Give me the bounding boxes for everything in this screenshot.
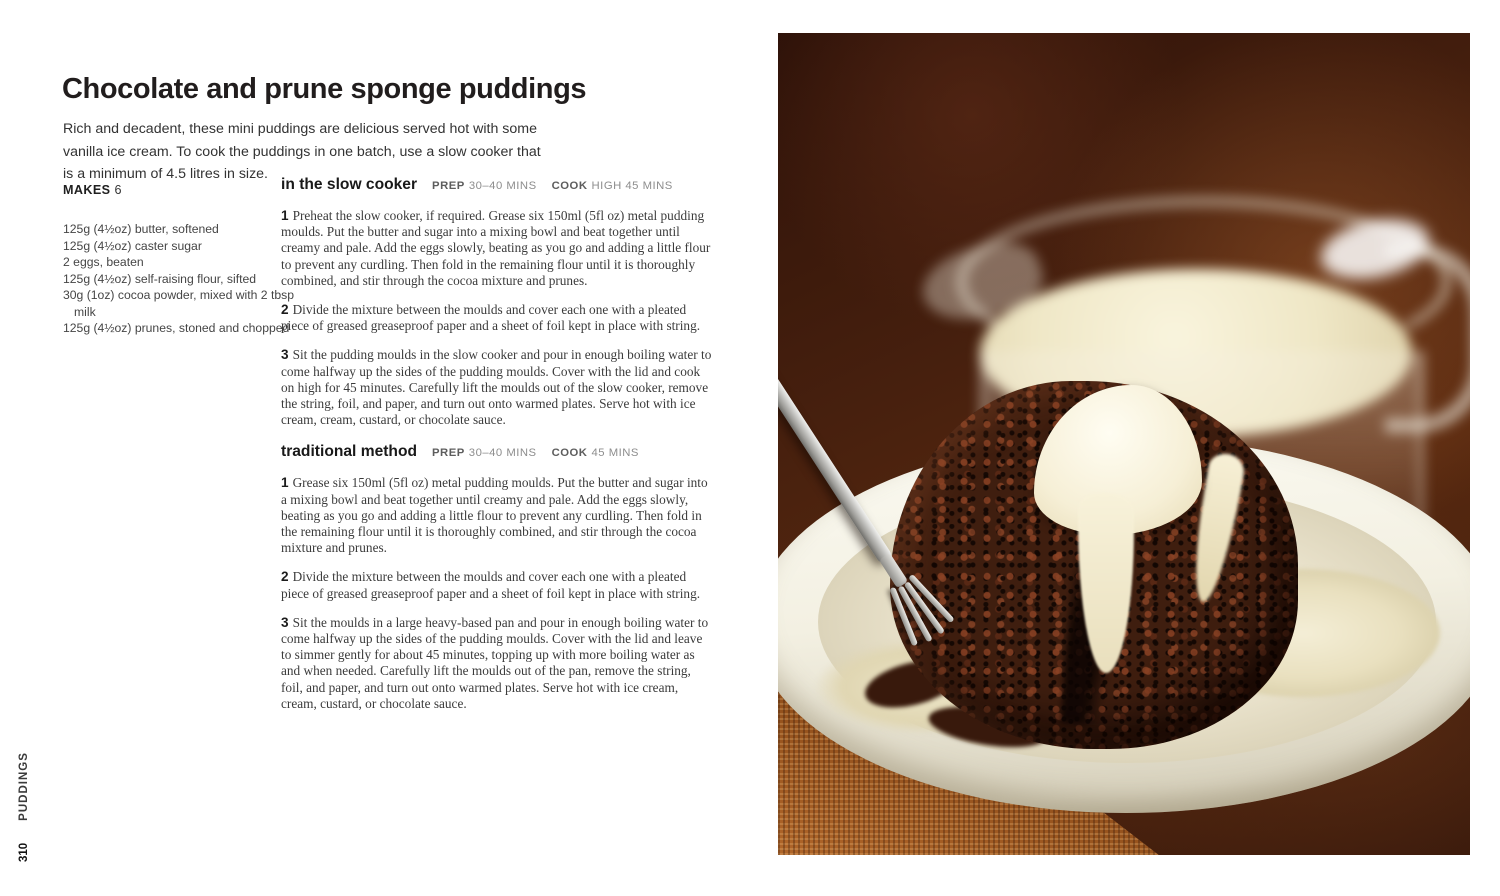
fork-handle [778,358,894,566]
page-footer [18,752,30,862]
section-label: PUDDINGS [18,752,30,821]
makes-value: 6 [114,183,122,197]
recipe-step: 3 Sit the moulds in a large heavy-based pan and pour in enough boiling water to come halfway up the sides of the pudding moulds. Cover with the lid and leave to simmer gently for about 45 minutes, topping up with more boiling water as and when needed. Carefully lift the moulds out of the pan, remove the string, foil, and paper, and turn out onto warmed plates. Serve hot with ice cream, cream, custard, or chocolate sauce. [281,614,709,711]
method-heading-slow-cooker [281,176,713,194]
method-name: in the slow cooker [281,176,418,193]
page-title: Chocolate and prune sponge puddings [62,73,587,106]
ingredient-item: 30g (1oz) cocoa powder, mixed with 2 tbsp milk [63,288,295,319]
makes-line [63,183,305,197]
ingredient-item: 125g (4½oz) butter, softened [63,222,219,236]
recipe-step: 1 Preheat the slow cooker, if required. Grease six 150ml (5fl oz) metal pudding moulds. Put the butter and sugar into a mixing bowl and beat together until creamy and pale. Add the eggs slowly, beating as you go and adding a little flour to prevent any curdling. Then fold in the remaining flour until it is thoroughly combined, and stir through the cocoa mixture and prunes. [281,208,711,288]
page-number: 310 [18,842,30,862]
ingredients-list [63,221,305,337]
intro-text: Rich and decadent, these mini puddings are delicious served hot with some vanilla ice cream. To cook the puddings in one batch, use a slow cooker that is a minimum of 4.5 litres in size. [63,121,541,183]
prep-time: PREP 30–40 MINS [432,447,537,460]
step-number: 2 [281,302,289,318]
step-number: 3 [281,347,289,363]
method-column [281,176,713,725]
ingredient-item: 125g (4½oz) prunes, stoned and chopped [63,321,290,335]
method-heading-traditional [281,443,713,461]
ingredient-item: 2 eggs, beaten [63,255,144,269]
cook-time: COOK 45 MINS [551,447,639,460]
recipe-step: 1 Grease six 150ml (5fl oz) metal pudding moulds. Put the butter and sugar into a mixing bowl and beat together until creamy and pale. Add the eggs slowly, beating as you go and adding a little flour to prevent any curdling. Then fold in the remaining flour until it is thoroughly combined, and stir through the cocoa mixture and prunes. [281,475,708,556]
prep-time: PREP 30–40 MINS [432,180,537,192]
step-number: 3 [281,614,289,630]
ingredient-item: 125g (4½oz) self-raising flour, sifted [63,271,257,286]
recipe-step: 2 Divide the mixture between the moulds and cover each one with a pleated piece of greased greaseproof paper and a sheet of foil kept in place with string. [281,569,701,601]
step-number: 2 [281,569,289,585]
photo-chocolate-pudding [778,33,1470,855]
ingredients-panel [63,183,305,337]
recipe-step: 2 Divide the mixture between the moulds and cover each one with a pleated piece of greased greaseproof paper and a sheet of foil kept in place with string. [281,302,701,334]
cook-time: COOK HIGH 45 MINS [551,180,673,192]
makes-label: MAKES [63,183,111,197]
ingredient-item: 125g (4½oz) caster sugar [63,238,202,253]
method-name: traditional method [281,443,418,461]
recipe-step: 3 Sit the pudding moulds in the slow cooker and pour in enough boiling water to come halfway up the sides of the pudding moulds. Cover with the lid and cook on high for 45 minutes. Carefully lift the moulds out of the slow cooker, remove the string, foil, and paper, and turn out onto warmed plates. Serve hot with ice cream, cream, custard, or chocolate sauce. [281,347,712,428]
step-number: 1 [281,475,289,491]
step-number: 1 [281,208,289,223]
jug-handle [1385,243,1470,433]
